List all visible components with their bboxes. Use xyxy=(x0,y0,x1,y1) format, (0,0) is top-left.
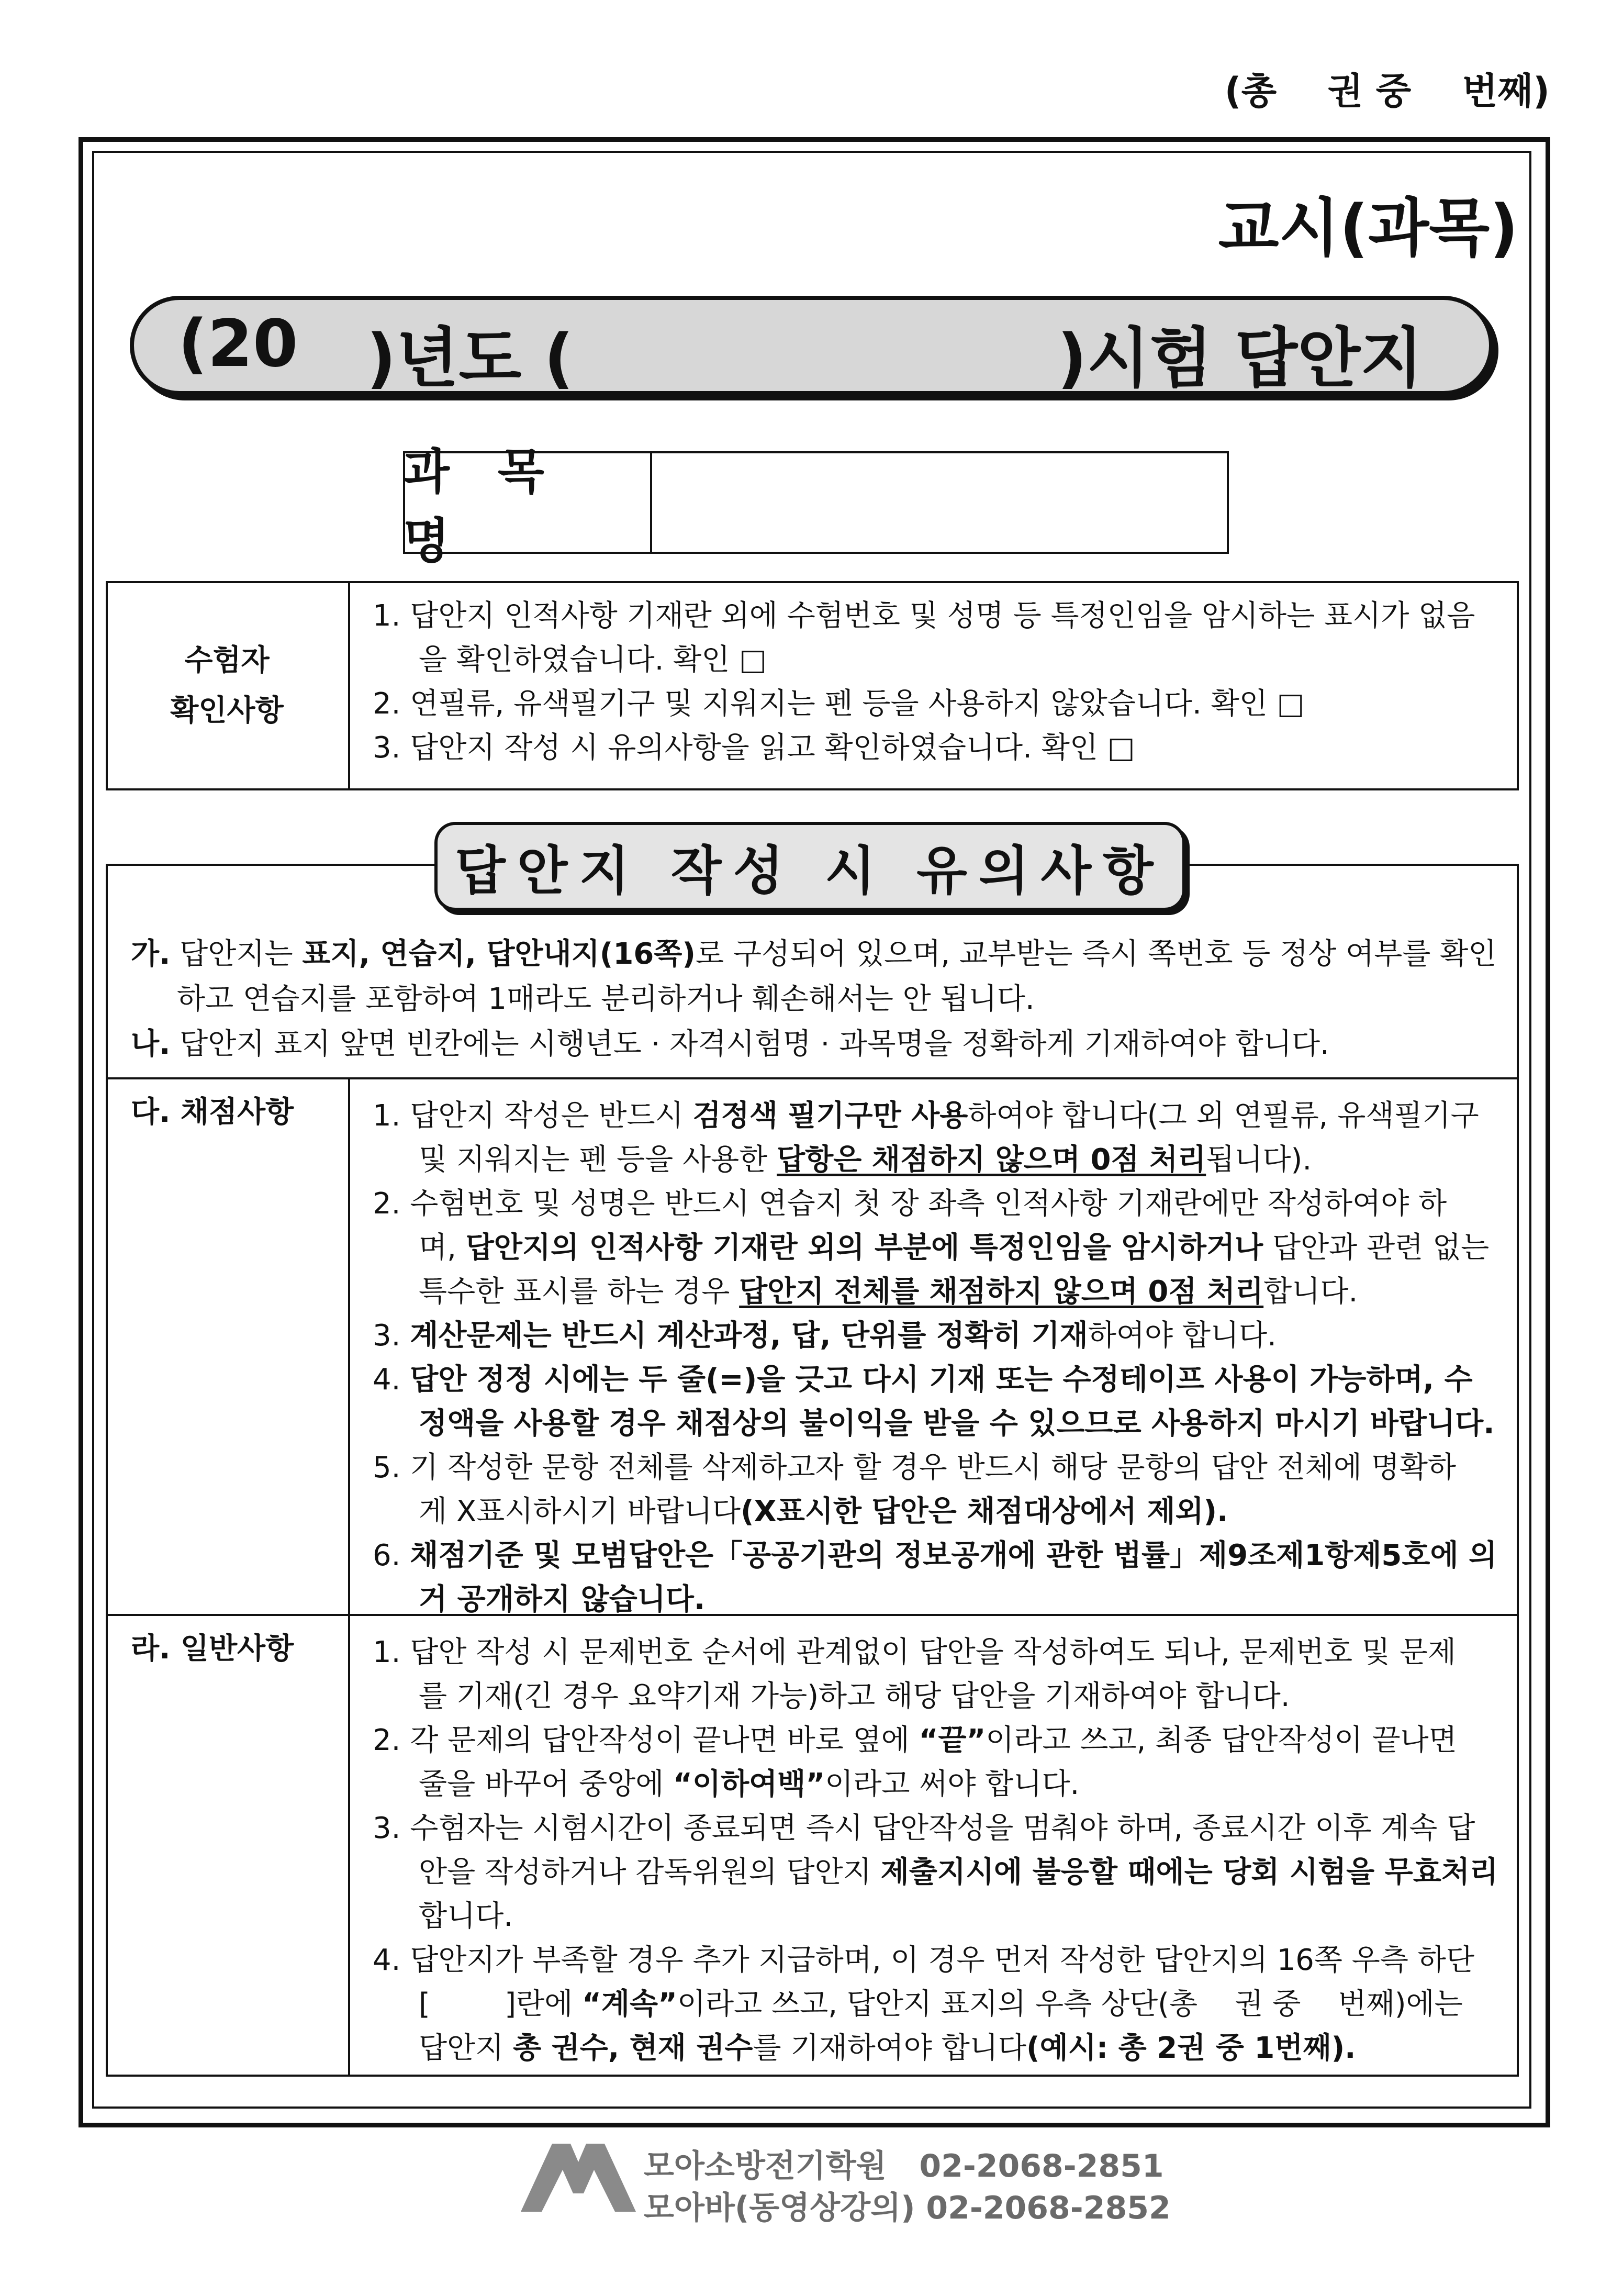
ra-4c: “계속” xyxy=(582,1987,677,2021)
da-item-4 xyxy=(373,1358,1503,1446)
ra-item-2 xyxy=(373,1719,1503,1807)
ra-4e: 답안지 xyxy=(419,2031,513,2065)
da-3b: 계산문제는 반드시 계산과정, 답, 단위를 정확히 기재 xyxy=(410,1319,1088,1353)
ra-4b: [ ]란에 xyxy=(419,1987,583,2021)
da-2f: 답안지 전체를 채점하지 않으며 0점 처리 xyxy=(739,1275,1264,1309)
ra-3a: 3. 수험자는 시험시간이 종료되면 즉시 답안작성을 멈춰야 하며, 종료시간 이후 계속 답 xyxy=(373,1811,1475,1845)
da-5a: 5. 기 작성한 문항 전체를 삭제하고자 할 경우 반드시 해당 문항의 답안 전체에 명확하 xyxy=(373,1451,1457,1485)
ga-text-1: 답안지는 xyxy=(170,937,303,971)
da-1d: 및 지워지는 펜 등을 사용한 xyxy=(419,1143,777,1177)
confirm-item-2: 2. 연필류, 유색필기구 및 지워지는 펜 등을 사용하지 않았습니다. 확인 □ xyxy=(373,687,1305,721)
ra-4a: 4. 답안지가 부족할 경우 추가 지급하며, 이 경우 먼저 작성한 답안지의 16쪽 우측 하단 xyxy=(373,1943,1474,1977)
moa-logo-icon xyxy=(516,2133,641,2217)
table-col-divider xyxy=(348,1077,350,2077)
confirm-label-line2: 확인사항 xyxy=(170,694,284,728)
da-5c: (X표시한 답안은 채점대상에서 제외). xyxy=(740,1495,1228,1529)
da-1f: 됩니다). xyxy=(1206,1143,1312,1177)
da-2a: 2. 수험번호 및 성명은 반드시 연습지 첫 장 좌측 인적사항 기재란에만 작성하여야 하 xyxy=(373,1187,1447,1221)
notice-title: 답안지 작성 시 유의사항 xyxy=(434,822,1185,911)
na-prefix: 나. xyxy=(131,1027,171,1061)
ra-4f: 총 권수, 현재 권수 xyxy=(513,2031,753,2065)
ra-3b: 안을 작성하거나 감독위원의 답안지 xyxy=(419,1855,881,1889)
confirm-item-1-cont: 을 확인하였습니다. 확인 □ xyxy=(419,643,767,677)
confirm-item-1: 1. 답안지 인적사항 기재란 외에 수험번호 및 성명 등 특정인임을 암시하는 표시가 없음 xyxy=(373,599,1475,633)
da-3a: 3. xyxy=(373,1319,410,1353)
da-3c: 하여야 합니다. xyxy=(1088,1319,1277,1353)
table-top-line xyxy=(106,1077,1519,1079)
ga-bold-1: 표지, 연습지, 답안내지(16쪽) xyxy=(302,937,696,971)
ga-prefix: 가. xyxy=(131,937,171,971)
ra-4h: (예시: 총 2권 중 1번째). xyxy=(1026,2031,1356,2065)
da-item-6 xyxy=(373,1534,1503,1622)
title-year-open: (20 xyxy=(178,306,298,382)
ra-item-1 xyxy=(373,1631,1503,1719)
ra-3d: 합니다. xyxy=(419,1899,513,1933)
da-2c: 답안지의 인적사항 기재란 외의 부분에 특정인임을 암시하거나 xyxy=(465,1231,1263,1265)
da-items xyxy=(373,1094,1503,1622)
da-4a: 4. xyxy=(373,1363,410,1397)
ra-2f: 이라고 써야 합니다. xyxy=(825,1767,1080,1801)
ra-item-4 xyxy=(373,1938,1503,2070)
da-2e: 특수한 표시를 하는 경우 xyxy=(419,1275,740,1309)
footer-video-contact: 모아바(동영상강의) 02-2068-2852 xyxy=(644,2190,1171,2226)
da-2g: 합니다. xyxy=(1263,1275,1358,1309)
da-6c: 거 공개하지 않습니다. xyxy=(419,1582,706,1617)
section-ra-label: 라. 일반사항 xyxy=(131,1632,294,1666)
period-subject-title: 교시(과목) xyxy=(1218,192,1518,265)
da-5b: 게 X표시하시기 바랍니다 xyxy=(419,1495,741,1529)
subject-label: 과 목 명 xyxy=(403,444,560,569)
ra-items xyxy=(373,1631,1503,2070)
da-6a: 6. xyxy=(373,1539,410,1573)
da-1e: 답항은 채점하지 않으며 0점 처리 xyxy=(777,1143,1206,1177)
ra-2d: 줄을 바꾸어 중앙에 xyxy=(419,1767,674,1801)
confirm-item-3: 3. 답안지 작성 시 유의사항을 읽고 확인하였습니다. 확인 □ xyxy=(373,731,1135,765)
da-2b: 며, xyxy=(419,1231,466,1265)
title-year-close: )년도 ( xyxy=(366,321,574,396)
confirm-label-line1: 수험자 xyxy=(184,643,270,677)
ra-1a: 1. 답안 작성 시 문제번호 순서에 관계없이 답안을 작성하여도 되나, 문제번호 및 문제 xyxy=(373,1635,1457,1669)
notice-ga-line2: 하고 연습지를 포함하여 1매라도 분리하거나 훼손해서는 안 됩니다. xyxy=(177,982,1035,1016)
ra-2e: “이하여백” xyxy=(673,1767,825,1801)
da-item-2 xyxy=(373,1182,1503,1314)
na-text: 답안지 표지 앞면 빈칸에는 시행년도 · 자격시험명 · 과목명을 정확하게 기재하여야 합니다. xyxy=(170,1027,1329,1061)
ra-4d: 이라고 쓰고, 답안지 표지의 우측 상단(총 권 중 번째)에는 xyxy=(677,1987,1463,2021)
subject-divider xyxy=(650,451,652,554)
title-exam-answer-sheet: )시험 답안지 xyxy=(1057,321,1423,396)
ra-item-3 xyxy=(373,1807,1503,1938)
da-4b: 답안 정정 시에는 두 줄(=)을 긋고 다시 기재 또는 수정테이프 사용이 가능하며, 수 xyxy=(410,1363,1473,1397)
ra-1b: 를 기재(긴 경우 요약기재 가능)하고 해당 답안을 기재하여야 합니다. xyxy=(419,1679,1290,1713)
subject-input[interactable] xyxy=(654,461,1225,544)
da-item-1 xyxy=(373,1094,1503,1182)
da-6b: 채점기준 및 모범답안은「공공기관의 정보공개에 관한 법률」제9조제1항제5호에 의 xyxy=(410,1539,1497,1573)
confirm-label xyxy=(106,581,348,790)
da-2d: 답안과 관련 없는 xyxy=(1263,1231,1490,1265)
volume-count: (총 권 중 번째) xyxy=(1224,70,1550,113)
ra-2b: “끝” xyxy=(919,1723,986,1757)
notice-ga xyxy=(131,932,1502,977)
da-item-3 xyxy=(373,1314,1503,1358)
ra-2c: 이라고 쓰고, 최종 답안작성이 끝나면 xyxy=(986,1723,1457,1757)
da-1a: 1. 답안지 작성은 반드시 xyxy=(373,1099,693,1133)
footer-academy-contact: 모아소방전기학원 02-2068-2851 xyxy=(644,2148,1164,2184)
da-1c: 하여야 합니다(그 외 연필류, 유색필기구 xyxy=(968,1099,1479,1133)
section-da-label: 다. 채점사항 xyxy=(131,1095,294,1129)
ra-3c: 제출지시에 불응할 때에는 당회 시험을 무효처리 xyxy=(880,1855,1498,1889)
notice-na xyxy=(131,1022,1502,1067)
ra-2a: 2. 각 문제의 답안작성이 끝나면 바로 옆에 xyxy=(373,1723,919,1757)
da-item-5 xyxy=(373,1446,1503,1534)
da-4c: 정액을 사용할 경우 채점상의 불이익을 받을 수 있으므로 사용하지 마시기 바랍니다. xyxy=(419,1407,1495,1441)
confirm-divider xyxy=(348,581,350,790)
ra-4g: 를 기재하여야 합니다 xyxy=(753,2031,1026,2065)
ga-text-2: 로 구성되어 있으며, 교부받는 즉시 쪽번호 등 정상 여부를 확인 xyxy=(696,937,1497,971)
da-1b: 검정색 필기구만 사용 xyxy=(692,1099,968,1133)
